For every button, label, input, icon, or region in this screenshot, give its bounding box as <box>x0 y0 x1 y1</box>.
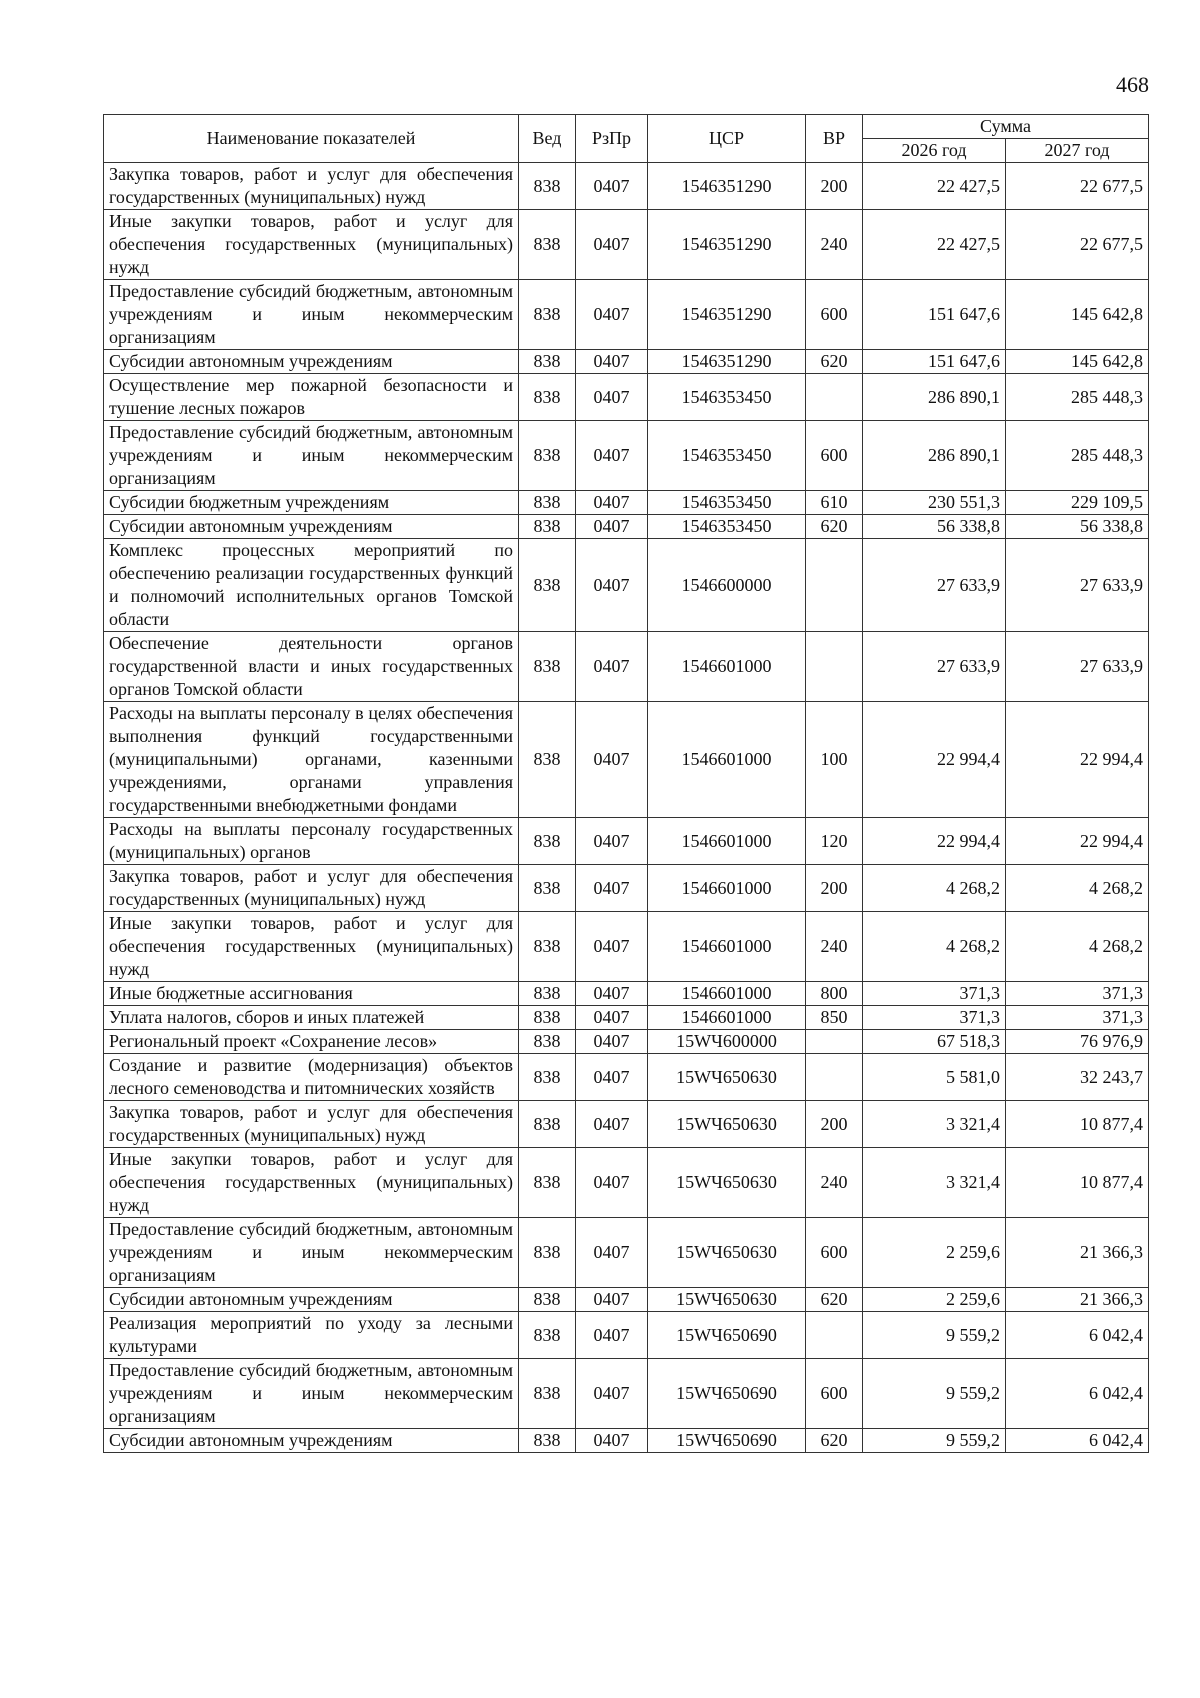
table-row <box>104 632 1149 702</box>
cell-vr: 240 <box>806 912 863 982</box>
cell-ved: 838 <box>519 865 576 912</box>
cell-vr: 620 <box>806 1429 863 1453</box>
cell-sum-2026: 22 994,4 <box>863 702 1006 818</box>
cell-vr <box>806 374 863 421</box>
cell-csr: 1546353450 <box>648 374 806 421</box>
cell-ved: 838 <box>519 539 576 632</box>
cell-ved: 838 <box>519 632 576 702</box>
cell-sum-2026: 2 259,6 <box>863 1218 1006 1288</box>
cell-ved: 838 <box>519 1288 576 1312</box>
table-row <box>104 1429 1149 1453</box>
cell-sum-2027: 371,3 <box>1006 1006 1149 1030</box>
cell-vr: 600 <box>806 421 863 491</box>
cell-sum-2027: 22 994,4 <box>1006 702 1149 818</box>
cell-csr: 15WЧ650630 <box>648 1288 806 1312</box>
header-vr: ВР <box>806 115 863 163</box>
cell-vr: 120 <box>806 818 863 865</box>
cell-csr: 1546601000 <box>648 818 806 865</box>
cell-vr: 620 <box>806 515 863 539</box>
cell-vr: 240 <box>806 210 863 280</box>
cell-rzpr: 0407 <box>576 491 648 515</box>
cell-sum-2027: 32 243,7 <box>1006 1054 1149 1101</box>
cell-sum-2026: 230 551,3 <box>863 491 1006 515</box>
cell-sum-2026: 9 559,2 <box>863 1312 1006 1359</box>
cell-rzpr: 0407 <box>576 1359 648 1429</box>
cell-sum-2027: 27 633,9 <box>1006 539 1149 632</box>
cell-name: Иные бюджетные ассигнования <box>104 982 519 1006</box>
cell-name: Обеспечение деятельности органов государственной власти и иных государственных органов Томской области <box>104 632 519 702</box>
cell-rzpr: 0407 <box>576 1429 648 1453</box>
cell-vr: 620 <box>806 350 863 374</box>
cell-ved: 838 <box>519 1054 576 1101</box>
table-row <box>104 1312 1149 1359</box>
cell-sum-2027: 4 268,2 <box>1006 912 1149 982</box>
cell-csr: 15WЧ650630 <box>648 1054 806 1101</box>
cell-name: Субсидии автономным учреждениям <box>104 515 519 539</box>
cell-ved: 838 <box>519 280 576 350</box>
cell-rzpr: 0407 <box>576 421 648 491</box>
cell-sum-2026: 151 647,6 <box>863 350 1006 374</box>
cell-sum-2026: 2 259,6 <box>863 1288 1006 1312</box>
cell-ved: 838 <box>519 702 576 818</box>
cell-name: Иные закупки товаров, работ и услуг для обеспечения государственных (муниципальных) нужд <box>104 1148 519 1218</box>
table-row <box>104 818 1149 865</box>
table-row <box>104 421 1149 491</box>
cell-rzpr: 0407 <box>576 163 648 210</box>
header-rzpr: РзПр <box>576 115 648 163</box>
cell-vr: 240 <box>806 1148 863 1218</box>
cell-ved: 838 <box>519 818 576 865</box>
cell-sum-2027: 4 268,2 <box>1006 865 1149 912</box>
cell-sum-2026: 27 633,9 <box>863 632 1006 702</box>
cell-sum-2026: 286 890,1 <box>863 421 1006 491</box>
cell-csr: 15WЧ650630 <box>648 1101 806 1148</box>
header-ved: Вед <box>519 115 576 163</box>
cell-sum-2027: 6 042,4 <box>1006 1312 1149 1359</box>
cell-csr: 15WЧ650690 <box>648 1429 806 1453</box>
cell-csr: 1546600000 <box>648 539 806 632</box>
cell-rzpr: 0407 <box>576 865 648 912</box>
cell-ved: 838 <box>519 1030 576 1054</box>
cell-ved: 838 <box>519 1148 576 1218</box>
cell-sum-2027: 229 109,5 <box>1006 491 1149 515</box>
table-row <box>104 491 1149 515</box>
cell-sum-2027: 145 642,8 <box>1006 350 1149 374</box>
header-name: Наименование показателей <box>104 115 519 163</box>
table-row <box>104 515 1149 539</box>
cell-csr: 1546351290 <box>648 280 806 350</box>
cell-ved: 838 <box>519 982 576 1006</box>
header-year-2026: 2026 год <box>863 139 1006 163</box>
cell-ved: 838 <box>519 210 576 280</box>
cell-name: Осуществление мер пожарной безопасности и тушение лесных пожаров <box>104 374 519 421</box>
cell-sum-2026: 4 268,2 <box>863 865 1006 912</box>
cell-sum-2026: 22 994,4 <box>863 818 1006 865</box>
cell-rzpr: 0407 <box>576 702 648 818</box>
cell-name: Предоставление субсидий бюджетным, автономным учреждениям и иным некоммерческим организациям <box>104 1359 519 1429</box>
cell-ved: 838 <box>519 1429 576 1453</box>
cell-csr: 1546601000 <box>648 632 806 702</box>
cell-rzpr: 0407 <box>576 632 648 702</box>
cell-csr: 1546353450 <box>648 491 806 515</box>
table-row <box>104 374 1149 421</box>
cell-sum-2026: 9 559,2 <box>863 1359 1006 1429</box>
cell-sum-2027: 21 366,3 <box>1006 1288 1149 1312</box>
cell-csr: 15WЧ600000 <box>648 1030 806 1054</box>
cell-ved: 838 <box>519 374 576 421</box>
cell-csr: 1546601000 <box>648 912 806 982</box>
cell-sum-2027: 145 642,8 <box>1006 280 1149 350</box>
cell-ved: 838 <box>519 1006 576 1030</box>
cell-rzpr: 0407 <box>576 539 648 632</box>
cell-rzpr: 0407 <box>576 350 648 374</box>
table-row <box>104 1148 1149 1218</box>
cell-vr: 200 <box>806 1101 863 1148</box>
cell-ved: 838 <box>519 1359 576 1429</box>
cell-ved: 838 <box>519 1312 576 1359</box>
cell-vr: 600 <box>806 280 863 350</box>
cell-ved: 838 <box>519 1101 576 1148</box>
cell-sum-2026: 3 321,4 <box>863 1148 1006 1218</box>
cell-sum-2026: 27 633,9 <box>863 539 1006 632</box>
cell-rzpr: 0407 <box>576 818 648 865</box>
cell-sum-2026: 371,3 <box>863 982 1006 1006</box>
cell-name: Расходы на выплаты персоналу в целях обеспечения выполнения функций государственными (муниципальными) органами, казенными учреждениями, органами управления государственными внебюджетными фондами <box>104 702 519 818</box>
cell-name: Уплата налогов, сборов и иных платежей <box>104 1006 519 1030</box>
cell-name: Закупка товаров, работ и услуг для обеспечения государственных (муниципальных) нужд <box>104 865 519 912</box>
cell-sum-2026: 67 518,3 <box>863 1030 1006 1054</box>
table-row <box>104 210 1149 280</box>
budget-table <box>103 114 1149 1453</box>
cell-name: Субсидии автономным учреждениям <box>104 350 519 374</box>
cell-csr: 1546601000 <box>648 865 806 912</box>
cell-rzpr: 0407 <box>576 1030 648 1054</box>
table-row <box>104 1288 1149 1312</box>
cell-ved: 838 <box>519 515 576 539</box>
table-row <box>104 912 1149 982</box>
cell-ved: 838 <box>519 491 576 515</box>
cell-csr: 15WЧ650690 <box>648 1312 806 1359</box>
cell-ved: 838 <box>519 421 576 491</box>
cell-name: Предоставление субсидий бюджетным, автономным учреждениям и иным некоммерческим организациям <box>104 1218 519 1288</box>
cell-vr: 610 <box>806 491 863 515</box>
cell-csr: 15WЧ650630 <box>648 1218 806 1288</box>
cell-csr: 15WЧ650690 <box>648 1359 806 1429</box>
cell-vr: 600 <box>806 1218 863 1288</box>
header-csr: ЦСР <box>648 115 806 163</box>
cell-name: Расходы на выплаты персоналу государственных (муниципальных) органов <box>104 818 519 865</box>
cell-sum-2027: 56 338,8 <box>1006 515 1149 539</box>
cell-rzpr: 0407 <box>576 982 648 1006</box>
cell-sum-2026: 3 321,4 <box>863 1101 1006 1148</box>
cell-sum-2027: 10 877,4 <box>1006 1148 1149 1218</box>
header-sum: Сумма <box>863 115 1149 139</box>
cell-sum-2027: 10 877,4 <box>1006 1101 1149 1148</box>
cell-csr: 15WЧ650630 <box>648 1148 806 1218</box>
cell-vr: 200 <box>806 865 863 912</box>
cell-vr <box>806 632 863 702</box>
cell-sum-2027: 285 448,3 <box>1006 374 1149 421</box>
cell-vr <box>806 1030 863 1054</box>
table-row <box>104 1218 1149 1288</box>
header-year-2027: 2027 год <box>1006 139 1149 163</box>
cell-rzpr: 0407 <box>576 210 648 280</box>
cell-sum-2027: 285 448,3 <box>1006 421 1149 491</box>
cell-sum-2026: 5 581,0 <box>863 1054 1006 1101</box>
cell-sum-2027: 22 677,5 <box>1006 210 1149 280</box>
cell-name: Предоставление субсидий бюджетным, автономным учреждениям и иным некоммерческим организациям <box>104 421 519 491</box>
cell-sum-2026: 9 559,2 <box>863 1429 1006 1453</box>
cell-csr: 1546351290 <box>648 163 806 210</box>
table-row <box>104 539 1149 632</box>
cell-rzpr: 0407 <box>576 1312 648 1359</box>
cell-csr: 1546601000 <box>648 702 806 818</box>
table-row <box>104 1006 1149 1030</box>
table-body <box>104 163 1149 1453</box>
cell-vr: 620 <box>806 1288 863 1312</box>
cell-rzpr: 0407 <box>576 912 648 982</box>
table-row <box>104 280 1149 350</box>
cell-name: Реализация мероприятий по уходу за лесными культурами <box>104 1312 519 1359</box>
table-row <box>104 1054 1149 1101</box>
cell-name: Закупка товаров, работ и услуг для обеспечения государственных (муниципальных) нужд <box>104 1101 519 1148</box>
table-row <box>104 163 1149 210</box>
cell-csr: 1546351290 <box>648 210 806 280</box>
cell-sum-2027: 6 042,4 <box>1006 1359 1149 1429</box>
cell-ved: 838 <box>519 350 576 374</box>
cell-vr <box>806 1054 863 1101</box>
table-row <box>104 1030 1149 1054</box>
cell-vr: 100 <box>806 702 863 818</box>
table-row <box>104 865 1149 912</box>
cell-sum-2026: 22 427,5 <box>863 163 1006 210</box>
cell-sum-2027: 27 633,9 <box>1006 632 1149 702</box>
cell-rzpr: 0407 <box>576 1101 648 1148</box>
cell-vr <box>806 1312 863 1359</box>
table-row <box>104 982 1149 1006</box>
cell-sum-2027: 22 994,4 <box>1006 818 1149 865</box>
table-row <box>104 1101 1149 1148</box>
cell-sum-2026: 371,3 <box>863 1006 1006 1030</box>
cell-vr: 800 <box>806 982 863 1006</box>
cell-name: Создание и развитие (модернизация) объектов лесного семеноводства и питомнических хозяйств <box>104 1054 519 1101</box>
cell-sum-2027: 76 976,9 <box>1006 1030 1149 1054</box>
cell-name: Субсидии автономным учреждениям <box>104 1288 519 1312</box>
cell-ved: 838 <box>519 163 576 210</box>
cell-rzpr: 0407 <box>576 1148 648 1218</box>
page-number: 468 <box>1116 72 1149 97</box>
cell-name: Субсидии автономным учреждениям <box>104 1429 519 1453</box>
cell-name: Комплекс процессных мероприятий по обеспечению реализации государственных функций и полномочий исполнительных органов Томской области <box>104 539 519 632</box>
cell-csr: 1546353450 <box>648 515 806 539</box>
cell-sum-2026: 56 338,8 <box>863 515 1006 539</box>
cell-sum-2027: 22 677,5 <box>1006 163 1149 210</box>
cell-csr: 1546353450 <box>648 421 806 491</box>
cell-csr: 1546601000 <box>648 982 806 1006</box>
cell-rzpr: 0407 <box>576 280 648 350</box>
cell-rzpr: 0407 <box>576 374 648 421</box>
cell-csr: 1546601000 <box>648 1006 806 1030</box>
cell-sum-2026: 22 427,5 <box>863 210 1006 280</box>
cell-name: Закупка товаров, работ и услуг для обеспечения государственных (муниципальных) нужд <box>104 163 519 210</box>
cell-ved: 838 <box>519 912 576 982</box>
table-row <box>104 350 1149 374</box>
cell-rzpr: 0407 <box>576 1218 648 1288</box>
table-row <box>104 702 1149 818</box>
cell-vr <box>806 539 863 632</box>
cell-rzpr: 0407 <box>576 1288 648 1312</box>
cell-vr: 200 <box>806 163 863 210</box>
cell-vr: 850 <box>806 1006 863 1030</box>
cell-sum-2027: 6 042,4 <box>1006 1429 1149 1453</box>
cell-name: Иные закупки товаров, работ и услуг для обеспечения государственных (муниципальных) нужд <box>104 210 519 280</box>
cell-rzpr: 0407 <box>576 1006 648 1030</box>
cell-name: Предоставление субсидий бюджетным, автономным учреждениям и иным некоммерческим организациям <box>104 280 519 350</box>
cell-vr: 600 <box>806 1359 863 1429</box>
cell-sum-2026: 4 268,2 <box>863 912 1006 982</box>
cell-sum-2026: 151 647,6 <box>863 280 1006 350</box>
cell-name: Иные закупки товаров, работ и услуг для обеспечения государственных (муниципальных) нужд <box>104 912 519 982</box>
cell-csr: 1546351290 <box>648 350 806 374</box>
cell-name: Региональный проект «Сохранение лесов» <box>104 1030 519 1054</box>
table-row <box>104 1359 1149 1429</box>
cell-sum-2027: 21 366,3 <box>1006 1218 1149 1288</box>
cell-rzpr: 0407 <box>576 515 648 539</box>
cell-name: Субсидии бюджетным учреждениям <box>104 491 519 515</box>
cell-sum-2027: 371,3 <box>1006 982 1149 1006</box>
cell-rzpr: 0407 <box>576 1054 648 1101</box>
cell-sum-2026: 286 890,1 <box>863 374 1006 421</box>
cell-ved: 838 <box>519 1218 576 1288</box>
